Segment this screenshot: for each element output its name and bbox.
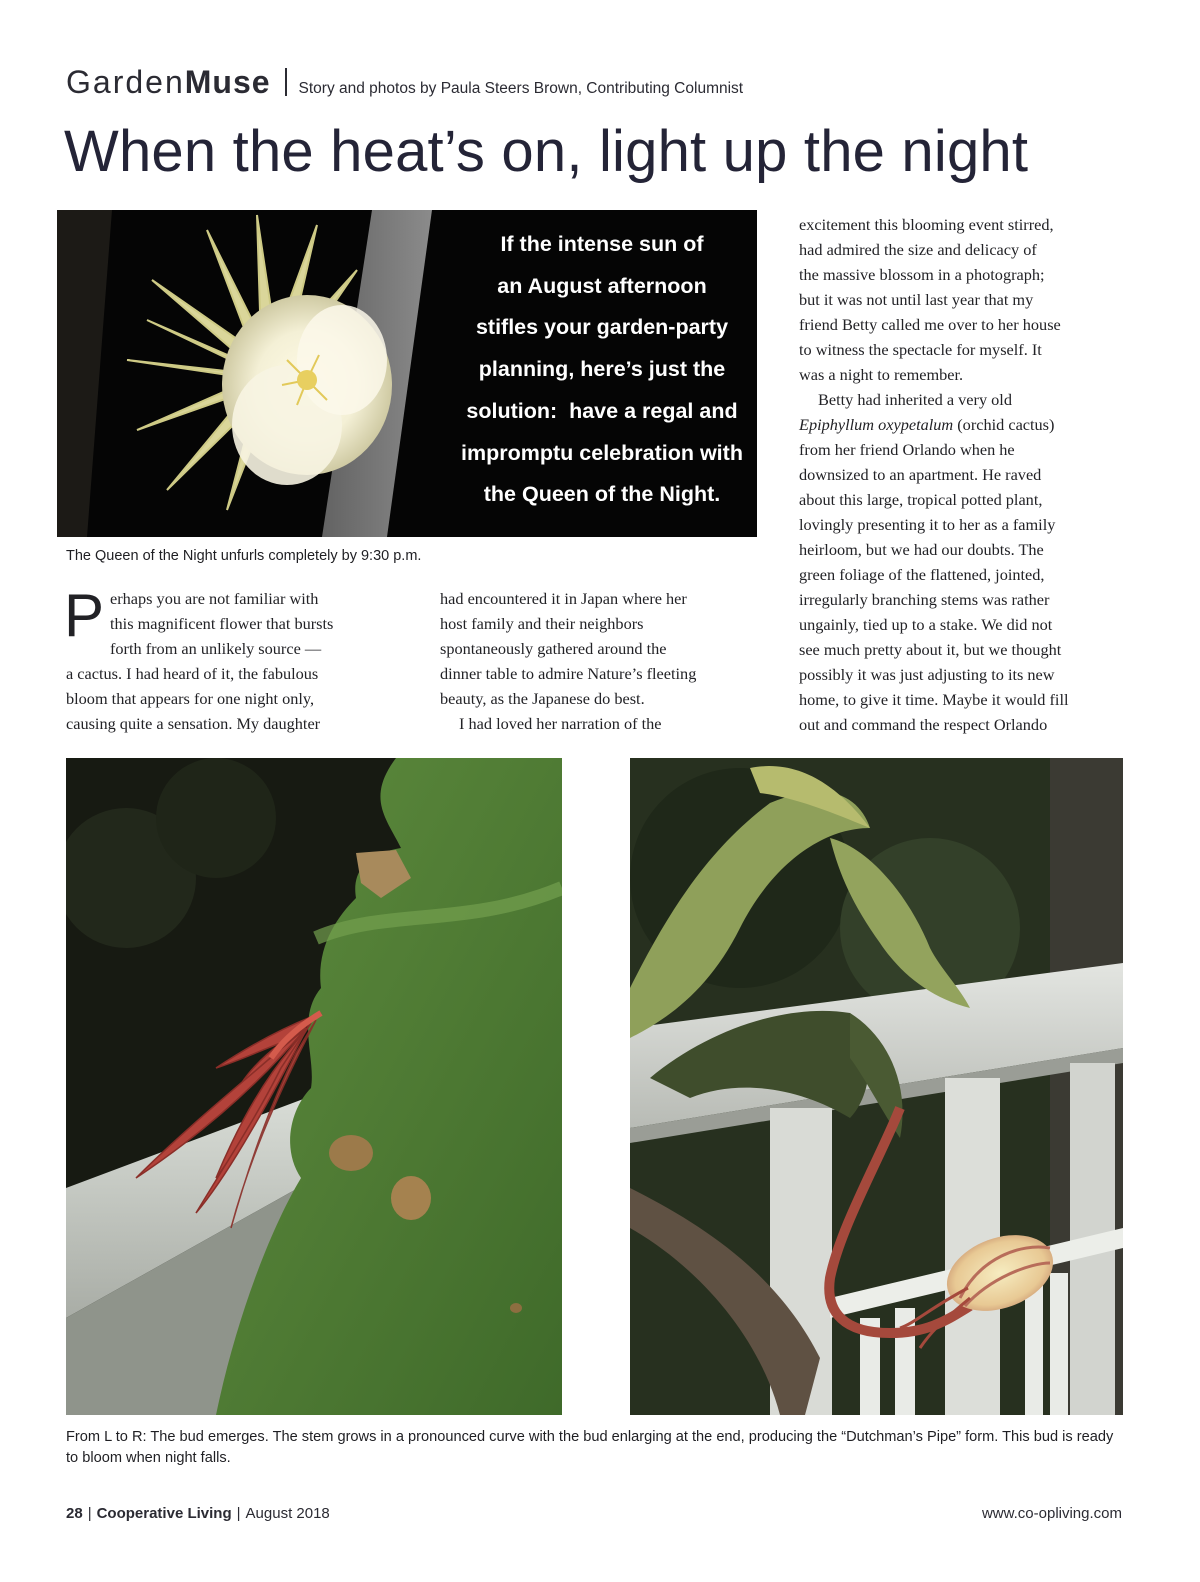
article-line: home, to give it time. Maybe it would fill	[799, 690, 1069, 709]
article-line: Betty had inherited a very old	[818, 390, 1012, 409]
article-line: heirloom, but we had our doubts. The	[799, 540, 1044, 559]
bud-emerging-photo	[66, 758, 562, 1415]
article-line: green foliage of the flattened, jointed,	[799, 565, 1045, 584]
column-name-bold: Muse	[184, 64, 271, 100]
pull-quote	[452, 224, 752, 516]
article-line: downsized to an apartment. He raved	[799, 465, 1042, 484]
pull-quote-line: stifles your garden-party	[475, 315, 729, 340]
pull-quote-line: impromptu celebration with	[461, 440, 743, 465]
article-line-with-species	[799, 412, 1129, 437]
article-line: was a night to remember.	[799, 365, 964, 384]
article-line: possibly it was just adjusting to its new	[799, 665, 1055, 684]
pull-quote-line: an August afternoon	[497, 273, 707, 298]
pull-quote-line: If the intense sun of	[500, 232, 704, 256]
article-line: about this large, tropical potted plant,	[799, 490, 1043, 509]
species-name: Epiphyllum oxypetalum	[799, 415, 954, 434]
footer-divider: |	[87, 1505, 92, 1522]
article-column-3	[799, 212, 1129, 737]
article-line: causing quite a sensation. My daughter	[66, 714, 321, 733]
article-line: this magnificent flower that bursts	[110, 614, 334, 633]
article-line: see much pretty about it, but we thought	[799, 640, 1062, 659]
hero-caption: The Queen of the Night unfurls completely by 9:30 p.m.	[66, 548, 422, 564]
drop-cap: P	[64, 582, 105, 649]
pull-quote-line: planning, here’s just the	[478, 357, 726, 382]
article-line: ungainly, tied up to a stake. We did not	[799, 615, 1053, 634]
article-line: but it was not until last year that my	[799, 290, 1034, 309]
column-header	[66, 64, 743, 104]
article-line: spontaneously gathered around the	[440, 639, 667, 658]
article-line: irregularly branching stems was rather	[799, 590, 1050, 609]
article-line: forth from an unlikely source —	[110, 639, 322, 658]
article-column-1	[64, 582, 396, 736]
article-line: had encountered it in Japan where her	[440, 589, 687, 608]
article-line: dinner table to admire Nature’s fleeting	[440, 664, 697, 683]
pull-quote-line: solution: have a regal and	[466, 398, 738, 423]
website-url: www.co-opliving.com	[981, 1505, 1122, 1522]
article-line: the massive blossom in a photograph;	[799, 265, 1045, 284]
article-line: excitement this blooming event stirred,	[799, 215, 1054, 234]
column-name-light: Garden	[66, 64, 185, 100]
page-number: 28	[66, 1505, 83, 1522]
footer-divider: |	[236, 1505, 241, 1522]
headline: When the heat’s on, light up the night	[64, 119, 1029, 184]
dutchmans-pipe-bud-photo	[630, 758, 1123, 1415]
article-line: host family and their neighbors	[440, 614, 644, 633]
article-line: beauty, as the Japanese do best.	[440, 689, 645, 708]
page-footer	[66, 1505, 330, 1522]
hero-image	[57, 210, 757, 537]
species-common-name: (orchid cactus)	[953, 415, 1055, 434]
article-line: to witness the spectacle for myself. It	[799, 340, 1042, 359]
article-line: I had loved her narration of the	[459, 714, 662, 733]
article-line: from her friend Orlando when he	[799, 440, 1015, 459]
header-divider	[285, 68, 287, 96]
article-line: a cactus. I had heard of it, the fabulous	[66, 664, 319, 683]
article-line: friend Betty called me over to her house	[799, 315, 1061, 334]
bud-emerging-illustration	[66, 758, 562, 1415]
pull-quote-line: the Queen of the Night.	[483, 482, 721, 507]
publication-name: Cooperative Living	[96, 1505, 232, 1522]
issue-date: August 2018	[245, 1505, 330, 1522]
article-line: erhaps you are not familiar with	[110, 589, 319, 608]
byline: Story and photos by Paula Steers Brown, Contributing Columnist	[298, 80, 744, 97]
article-line: lovingly presenting it to her as a family	[799, 515, 1056, 534]
article-column-2	[440, 586, 760, 736]
article-line: had admired the size and delicacy of	[799, 240, 1037, 259]
photo-caption: From L to R: The bud emerges. The stem grows in a pronounced curve with the bud enlarging at the end, producing the “Dutchman’s Pipe” form. This bud is ready to bloom when night falls.	[66, 1429, 1114, 1466]
dutchmans-pipe-illustration	[630, 758, 1123, 1415]
article-line: bloom that appears for one night only,	[66, 689, 315, 708]
article-line: out and command the respect Orlando	[799, 715, 1048, 734]
